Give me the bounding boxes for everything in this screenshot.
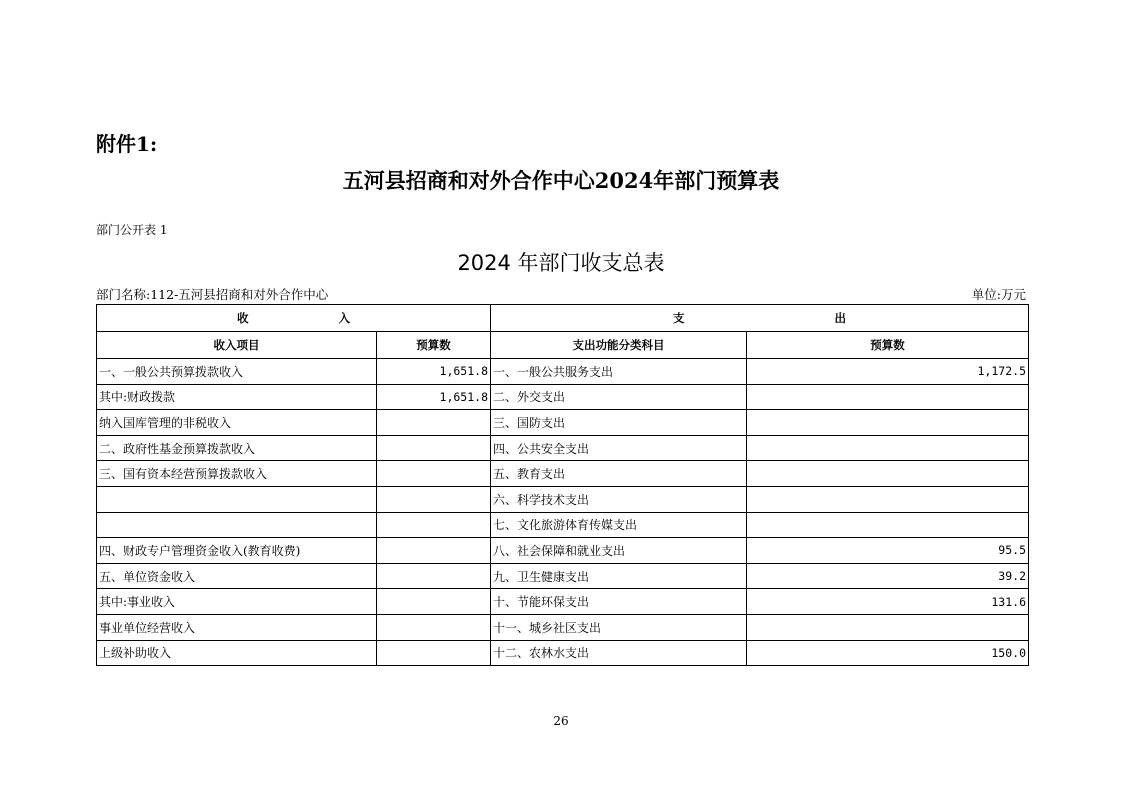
expense-amount (747, 461, 1029, 487)
expense-item: 五、教育支出 (491, 461, 747, 487)
expense-amount: 95.5 (747, 538, 1029, 564)
table-row (97, 486, 1029, 512)
income-amount (377, 435, 491, 461)
income-amount (377, 486, 491, 512)
table-row (97, 384, 1029, 410)
expense-item: 八、社会保障和就业支出 (491, 538, 747, 564)
income-item: 四、财政专户管理资金收入(教育收费) (97, 538, 377, 564)
expense-amount: 1,172.5 (747, 359, 1029, 385)
table-row (97, 538, 1029, 564)
expense-item: 一、一般公共服务支出 (491, 359, 747, 385)
expense-item-header: 支出功能分类科目 (491, 332, 747, 359)
expense-group-header: 支 出 (491, 305, 1029, 332)
table-row (97, 512, 1029, 538)
income-amount (377, 640, 491, 666)
main-title: 五河县招商和对外合作中心2024年部门预算表 (342, 168, 780, 193)
income-amount: 1,651.8 (377, 384, 491, 410)
department-name: 部门名称:112-五河县招商和对外合作中心 (96, 287, 329, 302)
expense-item: 九、卫生健康支出 (491, 563, 747, 589)
expense-amount (747, 410, 1029, 436)
expense-amount: 150.0 (747, 640, 1029, 666)
income-item-header: 收入项目 (97, 332, 377, 359)
income-group-header: 收 入 (97, 305, 491, 332)
table-row (97, 435, 1029, 461)
expense-amount (747, 512, 1029, 538)
income-item: 纳入国库管理的非税收入 (97, 410, 377, 436)
table-row (97, 461, 1029, 487)
table-row (97, 359, 1029, 385)
income-item: 其中:事业收入 (97, 589, 377, 615)
table-row (97, 563, 1029, 589)
income-item (97, 486, 377, 512)
expense-item: 二、外交支出 (491, 384, 747, 410)
expense-item: 六、科学技术支出 (491, 486, 747, 512)
sub-title: 2024 年部门收支总表 (457, 251, 665, 275)
budget-table (96, 304, 1029, 666)
income-amount (377, 410, 491, 436)
attachment-label: 附件1: (96, 132, 158, 156)
expense-amount: 39.2 (747, 563, 1029, 589)
income-amount (377, 589, 491, 615)
income-item: 三、国有资本经营预算拨款收入 (97, 461, 377, 487)
table-row (97, 589, 1029, 615)
expense-item: 十一、城乡社区支出 (491, 614, 747, 640)
header-row-columns (97, 332, 1029, 359)
income-amount (377, 512, 491, 538)
income-item (97, 512, 377, 538)
header-row-group (97, 305, 1029, 332)
expense-amount (747, 435, 1029, 461)
table-row (97, 640, 1029, 666)
expense-item: 四、公共安全支出 (491, 435, 747, 461)
income-item: 二、政府性基金预算拨款收入 (97, 435, 377, 461)
expense-amount-header: 预算数 (747, 332, 1029, 359)
income-amount (377, 538, 491, 564)
expense-item: 十二、农林水支出 (491, 640, 747, 666)
income-amount (377, 614, 491, 640)
expense-amount: 131.6 (747, 589, 1029, 615)
income-item: 一、一般公共预算拨款收入 (97, 359, 377, 385)
income-amount: 1,651.8 (377, 359, 491, 385)
table-row (97, 614, 1029, 640)
expense-amount (747, 614, 1029, 640)
expense-amount (747, 384, 1029, 410)
expense-item: 七、文化旅游体育传媒支出 (491, 512, 747, 538)
income-amount (377, 563, 491, 589)
income-item: 其中:财政拨款 (97, 384, 377, 410)
income-item: 上级补助收入 (97, 640, 377, 666)
expense-item: 三、国防支出 (491, 410, 747, 436)
unit-label: 单位:万元 (971, 287, 1026, 302)
income-item: 五、单位资金收入 (97, 563, 377, 589)
expense-amount (747, 486, 1029, 512)
page-number: 26 (553, 714, 569, 728)
income-item: 事业单位经营收入 (97, 614, 377, 640)
income-amount (377, 461, 491, 487)
income-amount-header: 预算数 (377, 332, 491, 359)
table-row (97, 410, 1029, 436)
expense-item: 十、节能环保支出 (491, 589, 747, 615)
table-id: 部门公开表 1 (96, 223, 168, 237)
